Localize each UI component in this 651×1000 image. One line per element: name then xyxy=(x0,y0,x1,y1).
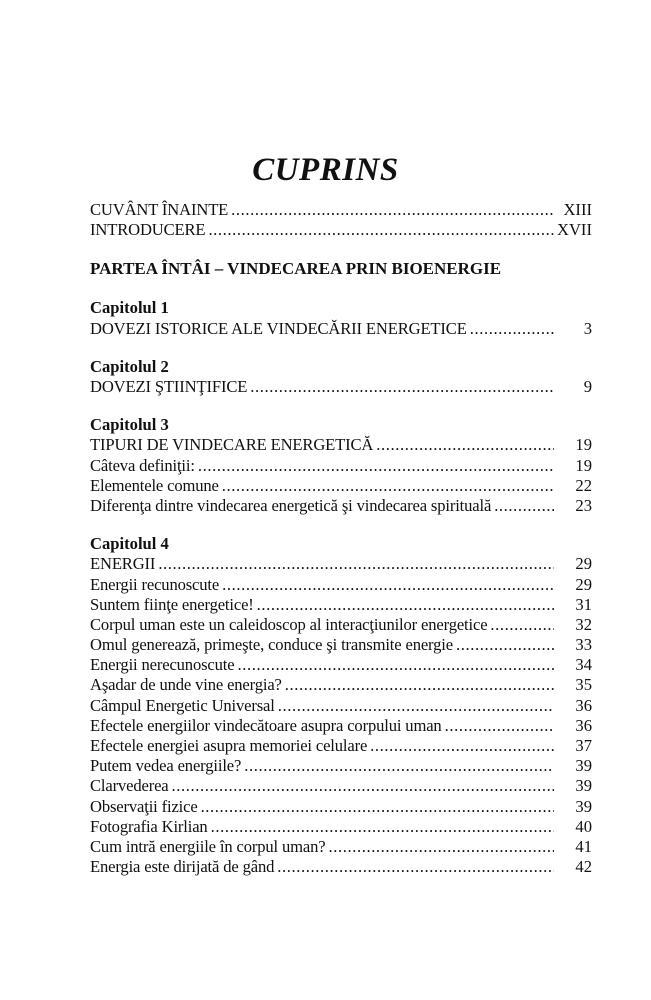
toc-entry-title: ENERGII xyxy=(90,554,156,574)
page-title: CUPRINS xyxy=(252,152,399,188)
toc-entry xyxy=(90,817,592,837)
toc-entry-page: XVII xyxy=(556,220,592,240)
toc-entry-title: Câteva definiţii: xyxy=(90,455,195,475)
toc-entry xyxy=(90,635,592,655)
toc-entry-title: CUVÂNT ÎNAINTE xyxy=(90,200,229,219)
toc-entry-page: 3 xyxy=(583,318,592,338)
toc-leader-dots xyxy=(370,736,554,756)
toc-entry-page: 37 xyxy=(575,736,592,755)
toc-entry-title: Clarvederea xyxy=(90,776,169,796)
toc-leader-dots xyxy=(222,476,554,496)
toc-entry xyxy=(90,736,592,756)
toc-leader-dots xyxy=(376,435,554,455)
chapter-heading: Capitolul 4 xyxy=(90,534,169,554)
toc-entry xyxy=(90,595,592,615)
table-of-contents xyxy=(90,200,592,877)
toc-leader-dots xyxy=(470,319,554,339)
toc-entry-page: 36 xyxy=(575,695,592,715)
toc-entry-title: INTRODUCERE xyxy=(90,220,206,240)
toc-entry-page: 33 xyxy=(575,635,592,655)
toc-entry xyxy=(90,615,592,635)
toc-entry-page: 31 xyxy=(575,594,592,614)
toc-entry-title: Corpul uman este un caleidoscop al interacţiunilor energetice xyxy=(90,614,488,634)
chapter-heading: Capitolul 3 xyxy=(90,415,169,435)
toc-leader-dots xyxy=(277,857,554,877)
toc-entry-page: 39 xyxy=(575,756,592,776)
toc-entry-title: Energii nerecunoscute xyxy=(90,655,235,675)
toc-entry xyxy=(90,476,592,496)
toc-entry xyxy=(90,696,592,716)
toc-entry-page: 23 xyxy=(575,495,592,515)
toc-entry-title: Putem vedea energiile? xyxy=(90,756,242,776)
toc-entry-page: 19 xyxy=(575,455,592,475)
toc-leader-dots xyxy=(490,615,554,635)
toc-leader-dots xyxy=(250,377,554,397)
toc-entry-page: 32 xyxy=(575,614,592,634)
toc-entry xyxy=(90,776,592,796)
toc-entry xyxy=(90,575,592,595)
toc-entry-page: 9 xyxy=(583,376,592,396)
toc-entry-page: 29 xyxy=(575,574,592,594)
toc-entry-title: Fotografia Kirlian xyxy=(90,816,208,836)
part-heading: PARTEA ÎNTÂI – VINDECAREA PRIN BIOENERGIE xyxy=(90,259,502,279)
toc-leader-dots xyxy=(201,797,554,817)
toc-entry xyxy=(90,496,592,516)
toc-entry xyxy=(90,220,592,240)
toc-entry-title: Observaţii fizice xyxy=(90,796,198,816)
toc-entry-page: 34 xyxy=(575,655,592,675)
toc-entry-title: Efectele energiei asupra memoriei celulare xyxy=(90,736,368,755)
toc-leader-dots xyxy=(231,200,554,220)
toc-entry-page: XIII xyxy=(563,200,592,219)
toc-entry-page: 42 xyxy=(575,857,592,877)
toc-leader-dots xyxy=(494,496,554,516)
toc-entry-title: Suntem fiinţe energetice! xyxy=(90,594,254,614)
toc-entry xyxy=(90,716,592,736)
toc-leader-dots xyxy=(158,554,554,574)
toc-entry xyxy=(90,377,592,397)
toc-entry-title: DOVEZI ŞTIINŢIFICE xyxy=(90,376,248,396)
toc-entry-page: 35 xyxy=(575,675,592,695)
toc-entry xyxy=(90,756,592,776)
toc-entry-title: Aşadar de unde vine energia? xyxy=(90,675,282,695)
toc-entry xyxy=(90,435,592,455)
toc-entry xyxy=(90,675,592,695)
toc-entry-title: Efectele energiilor vindecătoare asupra corpului uman xyxy=(90,715,442,735)
toc-entry-title: Energia este dirijată de gând xyxy=(90,857,275,877)
toc-leader-dots xyxy=(445,716,554,736)
toc-entry-page: 40 xyxy=(575,816,592,836)
toc-entry xyxy=(90,837,592,857)
toc-leader-dots xyxy=(222,575,554,595)
toc-entry-page: 36 xyxy=(575,715,592,735)
toc-leader-dots xyxy=(198,456,554,476)
toc-leader-dots xyxy=(328,837,554,857)
toc-entry-title: TIPURI DE VINDECARE ENERGETICĂ xyxy=(90,435,374,455)
toc-entry-title: Diferenţa dintre vindecarea energetică şi vindecarea spirituală xyxy=(90,495,492,515)
toc-entry-title: Omul generează, primeşte, conduce şi transmite energie xyxy=(90,635,453,655)
toc-entry-page: 19 xyxy=(575,435,592,455)
toc-leader-dots xyxy=(237,655,554,675)
toc-leader-dots xyxy=(208,220,554,240)
chapter-heading: Capitolul 2 xyxy=(90,356,169,376)
toc-entry-title: Cum intră energiile în corpul uman? xyxy=(90,836,326,856)
toc-entry-page: 22 xyxy=(575,475,592,495)
toc-entry xyxy=(90,857,592,877)
toc-leader-dots xyxy=(257,595,554,615)
toc-leader-dots xyxy=(285,675,554,695)
toc-entry xyxy=(90,554,592,574)
toc-leader-dots xyxy=(456,635,554,655)
toc-leader-dots xyxy=(172,776,555,796)
toc-entry xyxy=(90,655,592,675)
toc-entry xyxy=(90,456,592,476)
toc-entry xyxy=(90,200,592,220)
toc-entry-title: Câmpul Energetic Universal xyxy=(90,695,275,715)
toc-leader-dots xyxy=(278,696,554,716)
toc-entry xyxy=(90,797,592,817)
toc-entry xyxy=(90,319,592,339)
toc-leader-dots xyxy=(211,817,554,837)
toc-leader-dots xyxy=(244,756,554,776)
toc-entry-page: 39 xyxy=(575,796,592,816)
chapter-heading: Capitolul 1 xyxy=(90,298,169,318)
toc-entry-title: Elementele comune xyxy=(90,475,219,495)
toc-entry-page: 39 xyxy=(575,776,592,796)
chapter-list xyxy=(90,280,592,877)
toc-entry-title: Energii recunoscute xyxy=(90,574,220,594)
toc-entry-title: DOVEZI ISTORICE ALE VINDECĂRII ENERGETICE xyxy=(90,318,467,338)
toc-entry-page: 41 xyxy=(575,836,592,856)
toc-entry-page: 29 xyxy=(575,554,592,574)
